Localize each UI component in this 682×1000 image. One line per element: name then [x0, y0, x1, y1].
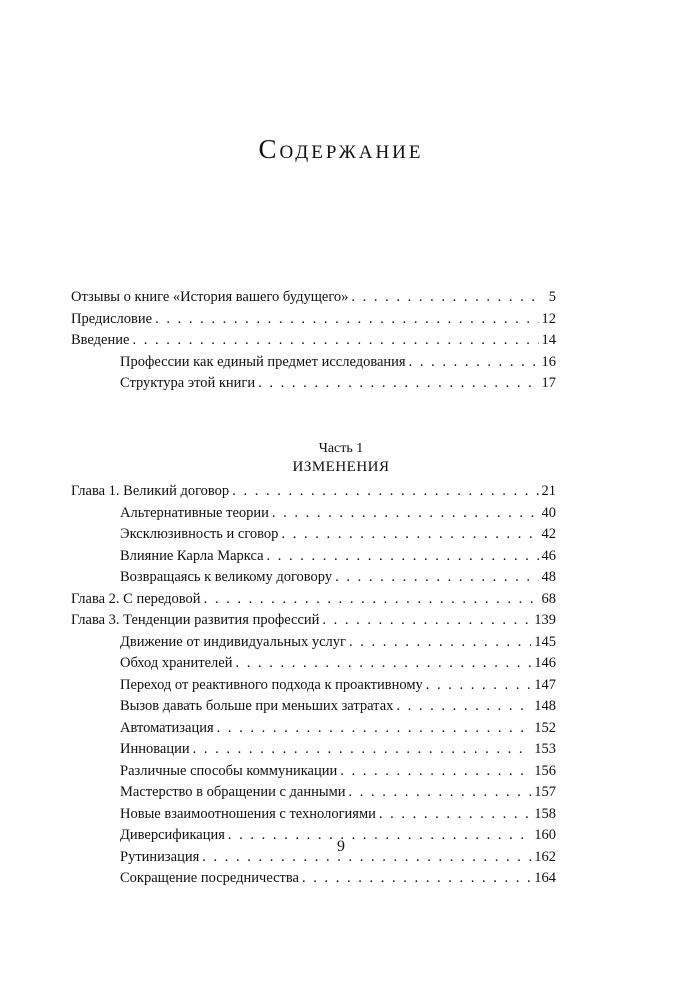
- dot-leader: [193, 739, 532, 761]
- toc-entry: [71, 718, 556, 740]
- toc-entry-page: 152: [534, 719, 556, 736]
- dot-leader: [132, 330, 538, 352]
- toc-entry: [71, 804, 556, 826]
- toc-entry-title: Движение от индивидуальных услуг: [120, 633, 346, 650]
- dot-leader: [272, 503, 539, 525]
- toc-entry-title: Вызов давать больше при меньших затратах: [120, 698, 394, 714]
- toc-entry-title: Сокращение посредничества: [120, 870, 299, 886]
- toc-entry-title: Новые взаимоотношения с технологиями: [120, 805, 376, 822]
- toc-entry-page: 147: [534, 676, 556, 693]
- toc-entry-title: Рутинизация: [120, 848, 200, 865]
- dot-leader: [155, 309, 538, 331]
- toc-entry-page: 5: [548, 289, 556, 305]
- toc-entry: [71, 696, 556, 718]
- toc-entry-page: 162: [534, 848, 556, 865]
- toc-part-entries: [71, 481, 556, 890]
- toc-entry: [71, 330, 556, 352]
- part-number: Часть 1: [318, 441, 364, 456]
- toc-entry-page: 164: [534, 870, 556, 886]
- toc-entry: [71, 567, 556, 589]
- toc-entry-page: 146: [534, 655, 556, 671]
- toc-entry-title: Глава 3. Тенденции развития профессий: [71, 612, 320, 628]
- dot-leader: [351, 287, 539, 309]
- dot-leader: [340, 761, 531, 783]
- dot-leader: [236, 653, 532, 675]
- toc-entry-title: Предисловие: [71, 310, 153, 327]
- toc-entry-title: Структура этой книги: [120, 375, 256, 391]
- toc-entry: [71, 739, 556, 761]
- toc-entry-page: 158: [534, 805, 556, 822]
- dot-leader: [349, 782, 532, 804]
- toc-entry-page: 12: [541, 310, 556, 327]
- toc-entry: [71, 309, 556, 331]
- toc-entry-page: 14: [541, 332, 556, 348]
- dot-leader: [396, 696, 531, 718]
- toc-entry-page: 42: [541, 526, 556, 542]
- toc-entry: [71, 481, 556, 503]
- part-title: ИЗМЕНЕНИЯ: [292, 459, 390, 475]
- toc-entry: [71, 524, 556, 546]
- toc-entry-title: Профессии как единый предмет исследования: [120, 353, 406, 370]
- toc-entry-page: 157: [534, 784, 556, 800]
- toc-entry-page: 139: [534, 612, 556, 628]
- toc-entry-page: 48: [541, 569, 556, 585]
- toc-entry-page: 160: [534, 827, 556, 843]
- toc-entry: [71, 632, 556, 654]
- part-heading: [0, 440, 682, 476]
- toc-entry: [71, 287, 556, 309]
- toc-entry-title: Переход от реактивного подхода к проактивному: [120, 676, 423, 693]
- toc-entry-title: Автоматизация: [120, 719, 214, 736]
- page-number: 9: [337, 838, 345, 855]
- toc-entry: [71, 868, 556, 890]
- toc-entry-title: Отзывы о книге «История вашего будущего»: [71, 289, 349, 305]
- dot-leader: [322, 610, 531, 632]
- toc-entry-page: 68: [541, 590, 556, 607]
- toc-entry: [71, 653, 556, 675]
- toc-entry-title: Влияние Карла Маркса: [120, 547, 264, 564]
- toc-entry: [71, 373, 556, 395]
- toc-entry-page: 17: [541, 375, 556, 391]
- toc-entry-page: 46: [541, 547, 556, 564]
- toc-entry: [71, 782, 556, 804]
- dot-leader: [379, 804, 531, 826]
- dot-leader: [217, 718, 532, 740]
- dot-leader: [232, 481, 538, 503]
- toc-entry: [71, 546, 556, 568]
- toc-entry-page: 40: [541, 504, 556, 521]
- toc-entry-title: Инновации: [120, 741, 190, 757]
- dot-leader: [281, 524, 538, 546]
- dot-leader: [349, 632, 531, 654]
- toc-entry: [71, 761, 556, 783]
- toc-entry-page: 156: [534, 762, 556, 779]
- page-title: Содержание: [258, 134, 424, 165]
- toc-entry-page: 21: [541, 483, 556, 499]
- toc-entry-title: Диверсификация: [120, 827, 225, 843]
- toc-entry-title: Возвращаясь к великому договору: [120, 569, 333, 585]
- toc-entry-page: 16: [541, 353, 556, 370]
- toc-entry-title: Мастерство в обращении с данными: [120, 784, 346, 800]
- toc-entry: [71, 352, 556, 374]
- toc-entry-page: 145: [534, 633, 556, 650]
- toc-entry: [71, 675, 556, 697]
- dot-leader: [258, 373, 538, 395]
- toc-entry-title: Глава 2. С передовой: [71, 590, 201, 607]
- toc-entry-title: Различные способы коммуникации: [120, 762, 338, 779]
- toc-entry-title: Эксклюзивность и сговор: [120, 526, 279, 542]
- toc-entry-title: Альтернативные теории: [120, 504, 269, 521]
- dot-leader: [335, 567, 538, 589]
- dot-leader: [302, 868, 531, 890]
- toc-entry-title: Введение: [71, 332, 130, 348]
- toc-entry-page: 153: [534, 741, 556, 757]
- toc-entry: [71, 610, 556, 632]
- dot-leader: [426, 675, 531, 697]
- toc-entry-title: Обход хранителей: [120, 655, 233, 671]
- toc-front-matter: [71, 287, 556, 395]
- toc-entry-title: Глава 1. Великий договор: [71, 483, 230, 499]
- dot-leader: [267, 546, 539, 568]
- dot-leader: [204, 589, 539, 611]
- toc-entry: [71, 503, 556, 525]
- toc-entry: [71, 589, 556, 611]
- toc-entry-page: 148: [534, 698, 556, 714]
- dot-leader: [409, 352, 539, 374]
